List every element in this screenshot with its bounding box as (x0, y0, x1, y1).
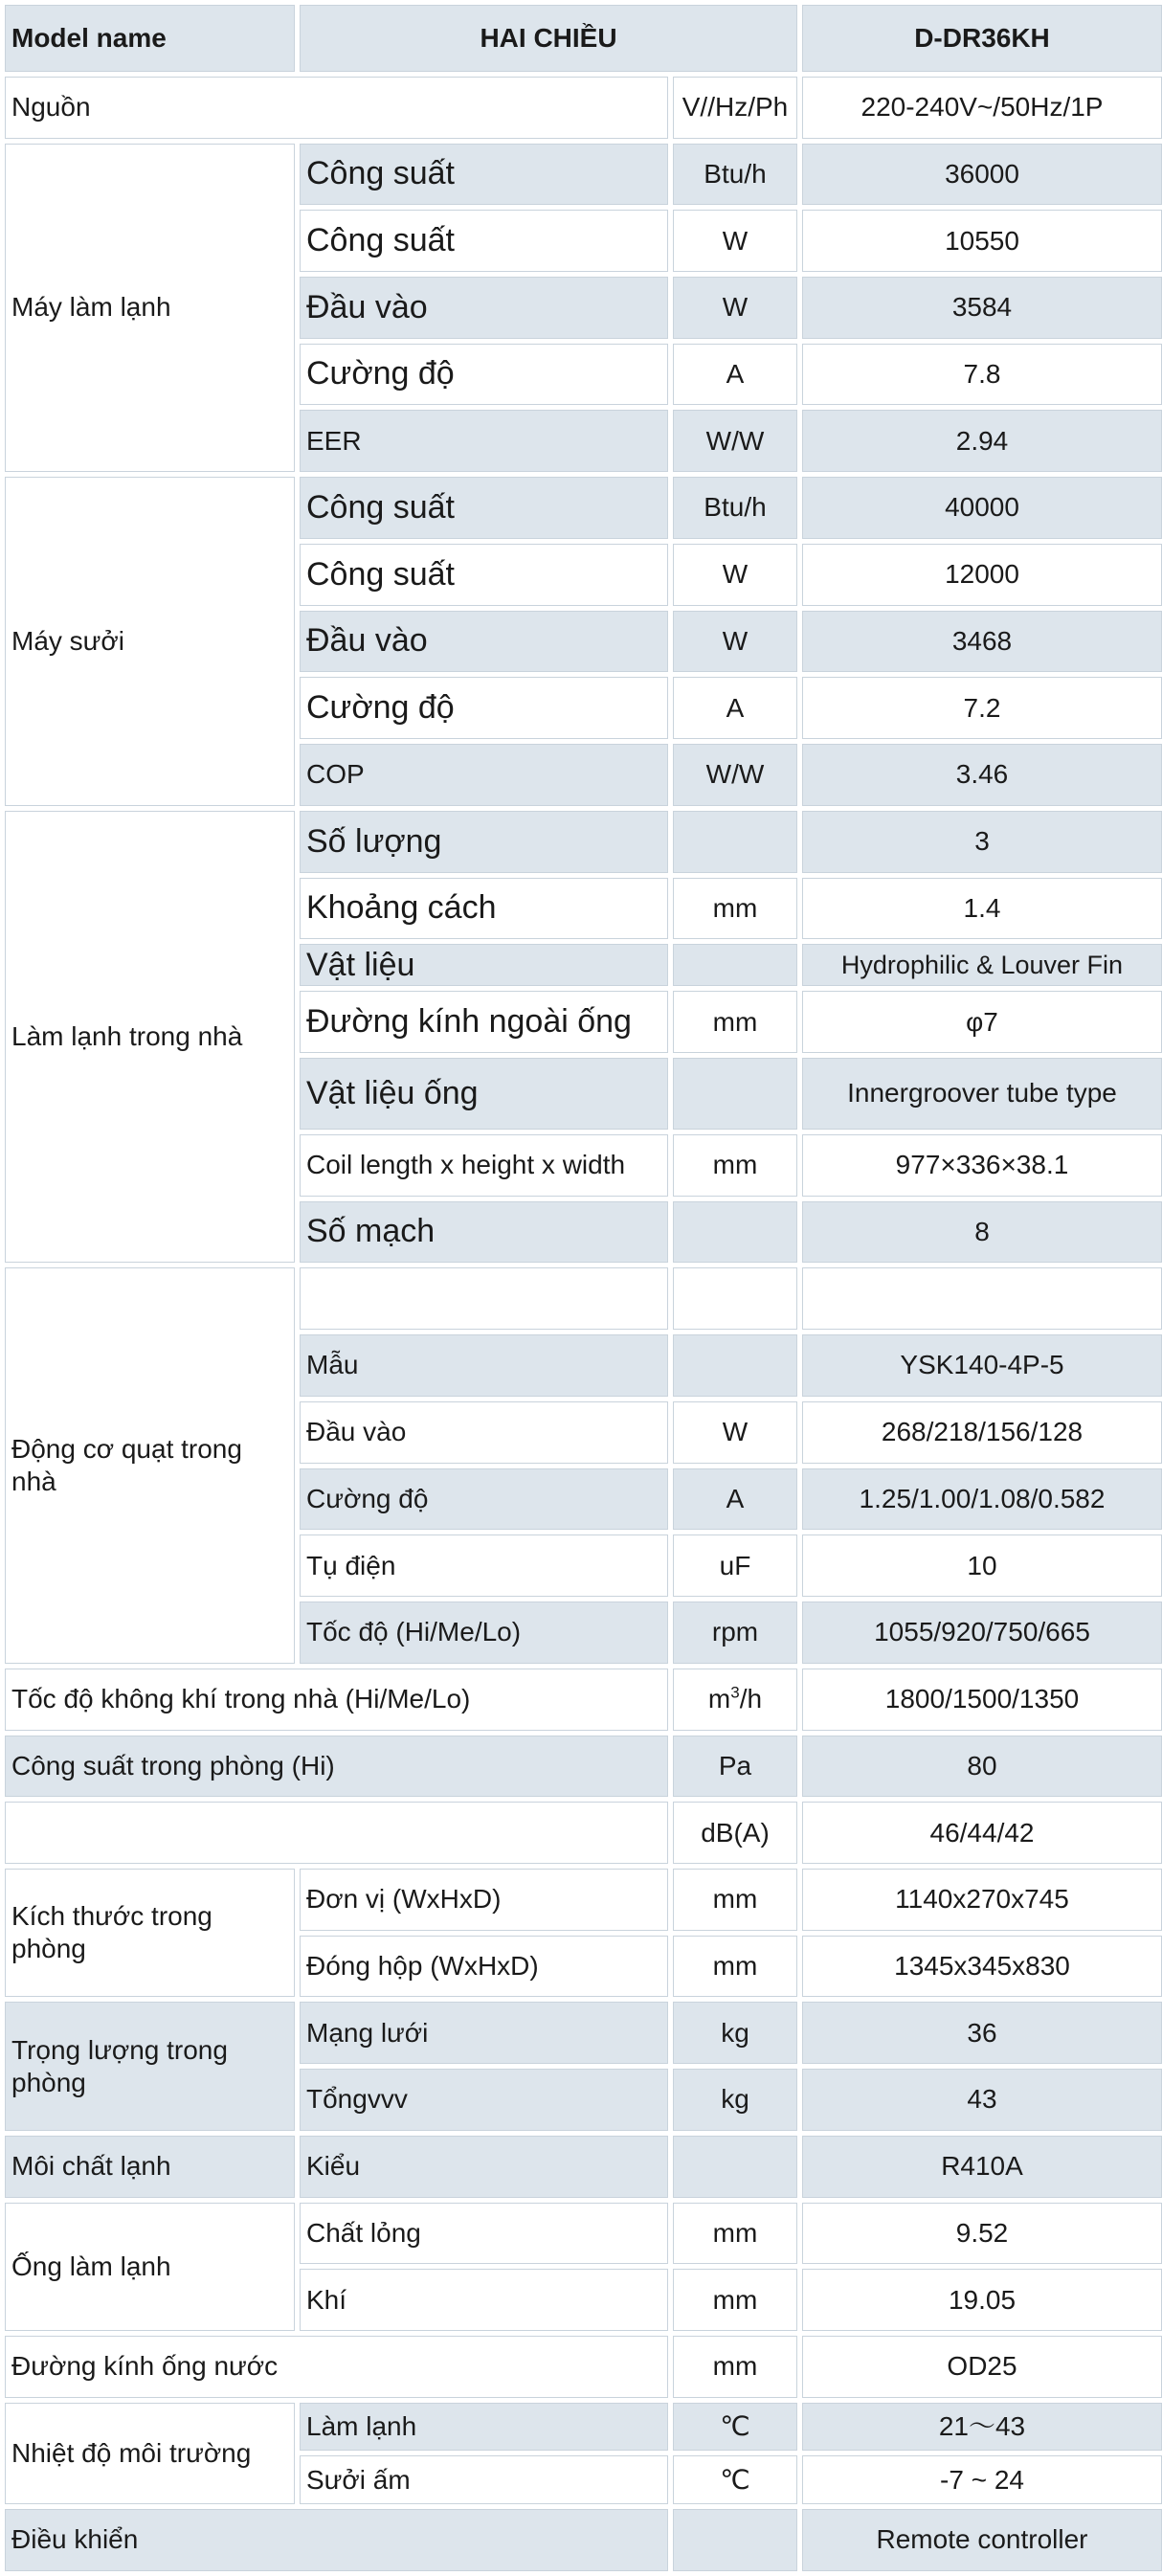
coil-label: Số mạch (300, 1201, 668, 1264)
noise-unit: dB(A) (673, 1802, 797, 1864)
weight-value: 43 (802, 2069, 1162, 2131)
control-row (5, 2509, 1162, 2571)
coil-label: Vật liệu (300, 944, 668, 986)
weight-label: Mạng lưới (300, 2002, 668, 2064)
cooling-label: EER (300, 410, 668, 472)
cooling-row (5, 144, 1162, 206)
coil-label: Vật liệu ống (300, 1058, 668, 1130)
coil-value: Hydrophilic & Louver Fin (802, 944, 1162, 986)
noise-label (5, 1802, 668, 1864)
refrigerant-value: R410A (802, 2136, 1162, 2198)
fan-unit (673, 1334, 797, 1397)
airflow-unit-base: m (707, 1684, 731, 1714)
weight-group-label: Trọng lượng trong phòng (5, 2002, 295, 2130)
airflow-value: 1800/1500/1350 (802, 1669, 1162, 1731)
fan-label: Đầu vào (300, 1401, 668, 1464)
cooling-group-label: Máy làm lạnh (5, 144, 295, 473)
coil-unit (673, 944, 797, 986)
refrigerant-label: Môi chất lạnh (5, 2136, 295, 2198)
fan-label (300, 1267, 668, 1330)
coil-value: 3 (802, 811, 1162, 873)
heating-row (5, 477, 1162, 539)
coil-group-label: Làm lạnh trong nhà (5, 811, 295, 1263)
coil-row (5, 811, 1162, 873)
esp-row (5, 1736, 1162, 1798)
heating-value: 12000 (802, 544, 1162, 606)
ambient-value: 21～43 (802, 2403, 1162, 2452)
cooling-value: 10550 (802, 210, 1162, 272)
esp-unit: Pa (673, 1736, 797, 1798)
piping-value: 19.05 (802, 2269, 1162, 2331)
coil-unit (673, 811, 797, 873)
header-type: HAI CHIỀU (300, 5, 797, 72)
header-model: D-DR36KH (802, 5, 1162, 72)
header-model-name: Model name (5, 5, 295, 72)
coil-unit: mm (673, 991, 797, 1053)
heating-unit: W (673, 611, 797, 673)
coil-unit: mm (673, 878, 797, 940)
ambient-value: -7 ~ 24 (802, 2455, 1162, 2504)
coil-label: Coil length x height x width (300, 1134, 668, 1197)
cooling-value: 3584 (802, 277, 1162, 339)
refrigerant-row (5, 2136, 1162, 2198)
heating-unit: A (673, 677, 797, 739)
dimensions-value: 1140x270x745 (802, 1869, 1162, 1931)
heating-label: Công suất (300, 544, 668, 606)
heating-label: Đầu vào (300, 611, 668, 673)
fan-label: Mẫu (300, 1334, 668, 1397)
piping-unit: mm (673, 2203, 797, 2265)
cooling-unit: W (673, 277, 797, 339)
cooling-value: 2.94 (802, 410, 1162, 472)
fan-unit: rpm (673, 1602, 797, 1664)
coil-value: Innergroover tube type (802, 1058, 1162, 1130)
ambient-unit: ℃ (673, 2455, 797, 2504)
weight-unit: kg (673, 2002, 797, 2064)
cooling-label: Đầu vào (300, 277, 668, 339)
fan-label: Tụ điện (300, 1534, 668, 1597)
heating-unit: Btu/h (673, 477, 797, 539)
coil-label: Số lượng (300, 811, 668, 873)
coil-value: 1.4 (802, 878, 1162, 940)
refrigerant-unit (673, 2136, 797, 2198)
airflow-unit (673, 1669, 797, 1731)
heating-label: COP (300, 744, 668, 806)
heating-label: Cường độ (300, 677, 668, 739)
power-unit: V//Hz/Ph (673, 77, 797, 139)
fan-label: Tốc độ (Hi/Me/Lo) (300, 1602, 668, 1664)
fan-value: 10 (802, 1534, 1162, 1597)
fan-unit (673, 1267, 797, 1330)
piping-label: Khí (300, 2269, 668, 2331)
power-label: Nguồn (5, 77, 668, 139)
piping-label: Chất lỏng (300, 2203, 668, 2265)
coil-unit (673, 1201, 797, 1264)
dimensions-label: Đóng hộp (WxHxD) (300, 1936, 668, 1998)
heating-value: 3.46 (802, 744, 1162, 806)
heating-label: Công suất (300, 477, 668, 539)
fan-unit: uF (673, 1534, 797, 1597)
piping-value: 9.52 (802, 2203, 1162, 2265)
piping-row (5, 2203, 1162, 2265)
coil-label: Đường kính ngoài ống (300, 991, 668, 1053)
heating-value: 3468 (802, 611, 1162, 673)
airflow-row (5, 1669, 1162, 1731)
fan-unit: A (673, 1468, 797, 1531)
fan-value: YSK140-4P-5 (802, 1334, 1162, 1397)
cooling-unit: W (673, 210, 797, 272)
coil-unit (673, 1058, 797, 1130)
fan-group-label: Động cơ quạt trong nhà (5, 1267, 295, 1663)
heating-value: 7.2 (802, 677, 1162, 739)
fan-value: 268/218/156/128 (802, 1401, 1162, 1464)
fan-value: 1.25/1.00/1.08/0.582 (802, 1468, 1162, 1531)
power-value: 220-240V~/50Hz/1P (802, 77, 1162, 139)
cooling-value: 7.8 (802, 344, 1162, 406)
airflow-label: Tốc độ không khí trong nhà (Hi/Me/Lo) (5, 1669, 668, 1731)
cooling-unit: Btu/h (673, 144, 797, 206)
heating-value: 40000 (802, 477, 1162, 539)
fan-row (5, 1267, 1162, 1330)
dimensions-unit: mm (673, 1869, 797, 1931)
coil-label: Khoảng cách (300, 878, 668, 940)
heating-unit: W (673, 544, 797, 606)
drain-value: OD25 (802, 2336, 1162, 2398)
dimensions-label: Đơn vị (WxHxD) (300, 1869, 668, 1931)
drain-row (5, 2336, 1162, 2398)
weight-value: 36 (802, 2002, 1162, 2064)
noise-row (5, 1802, 1162, 1864)
control-value: Remote controller (802, 2509, 1162, 2571)
cooling-unit: A (673, 344, 797, 406)
esp-value: 80 (802, 1736, 1162, 1798)
ambient-label: Sưởi ấm (300, 2455, 668, 2504)
heating-unit: W/W (673, 744, 797, 806)
heating-group-label: Máy sưởi (5, 477, 295, 806)
control-unit (673, 2509, 797, 2571)
noise-value: 46/44/42 (802, 1802, 1162, 1864)
piping-group-label: Ống làm lạnh (5, 2203, 295, 2331)
dimensions-row (5, 1869, 1162, 1931)
refrigerant-sub-label: Kiểu (300, 2136, 668, 2198)
weight-row (5, 2002, 1162, 2064)
cooling-value: 36000 (802, 144, 1162, 206)
drain-label: Đường kính ống nước (5, 2336, 668, 2398)
piping-unit: mm (673, 2269, 797, 2331)
drain-unit: mm (673, 2336, 797, 2398)
dimensions-group-label: Kích thước trong phòng (5, 1869, 295, 1997)
ambient-row (5, 2403, 1162, 2452)
ambient-unit: ℃ (673, 2403, 797, 2452)
fan-label: Cường độ (300, 1468, 668, 1531)
cooling-label: Công suất (300, 210, 668, 272)
dimensions-unit: mm (673, 1936, 797, 1998)
power-row (5, 77, 1162, 139)
coil-value: 977×336×38.1 (802, 1134, 1162, 1197)
coil-unit: mm (673, 1134, 797, 1197)
control-label: Điều khiển (5, 2509, 668, 2571)
cooling-label: Công suất (300, 144, 668, 206)
fan-value: 1055/920/750/665 (802, 1602, 1162, 1664)
weight-unit: kg (673, 2069, 797, 2131)
cooling-unit: W/W (673, 410, 797, 472)
coil-value: φ7 (802, 991, 1162, 1053)
airflow-unit-sup: 3 (730, 1683, 740, 1702)
ambient-label: Làm lạnh (300, 2403, 668, 2452)
ambient-group-label: Nhiệt độ môi trường (5, 2403, 295, 2504)
esp-label: Công suất trong phòng (Hi) (5, 1736, 668, 1798)
header-row (5, 5, 1162, 72)
coil-value: 8 (802, 1201, 1162, 1264)
dimensions-value: 1345x345x830 (802, 1936, 1162, 1998)
cooling-label: Cường độ (300, 344, 668, 406)
airflow-unit-tail: /h (739, 1684, 763, 1714)
fan-unit: W (673, 1401, 797, 1464)
fan-value (802, 1267, 1162, 1330)
weight-label: Tổngvvv (300, 2069, 668, 2131)
